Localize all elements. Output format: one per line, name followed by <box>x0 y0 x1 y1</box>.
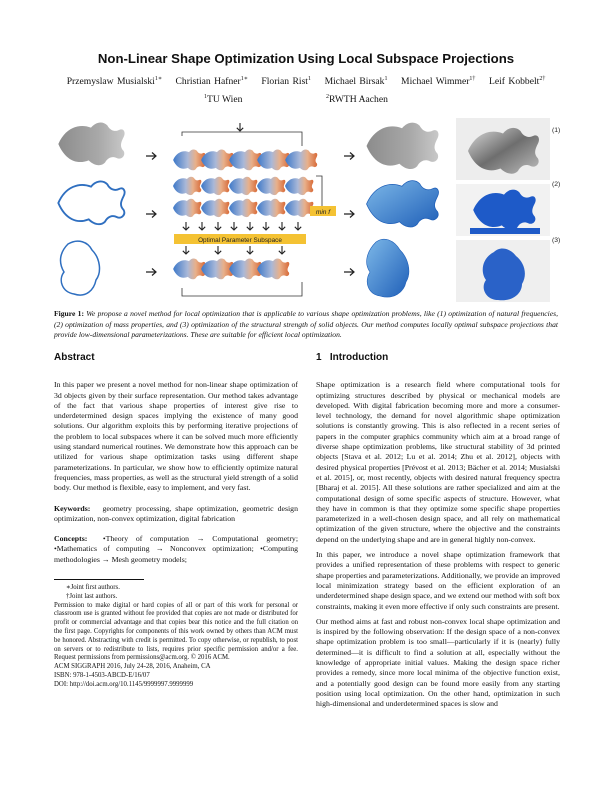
arrow-down-icon <box>183 222 189 230</box>
right-column <box>316 353 560 715</box>
abstract-text: In this paper we present a novel method for non-linear shape optimization of 3d objects given by their surface representation. Our method takes advantage of the fact that various shape properties of interest give rise to underdetermined design spaces implying the existence of many good solutions. Our algorithm exploits this by performing iterative projections of the problem to local subspaces where it can be solved much more efficiently using standard numerical routines. We demonstrate how this approach can be utilized for various shape optimization tasks using different shape parameterizations. In particular, we show how to efficiently optimize natural frequencies, mass properties, as well as the structural yield strength of a solid body. Our method is flexible, easy to implement, and very fast. <box>54 380 298 493</box>
arrow-down-icon <box>295 222 301 230</box>
arrow-down-icon <box>199 222 205 230</box>
row-label: (1) <box>552 127 561 134</box>
arrow-down-icon <box>231 222 237 230</box>
subspace-label: Optimal Parameter Subspace <box>198 237 282 244</box>
intro-paragraph: In this paper, we introduce a novel shape optimization framework that provides a unified representation of these problems with respect to generic shape properties and parameterizations. Additionally, we provide an improved local minimization strategy based on the efficient exploration of an underdetermined shape design space, and we extend our method with soft box constraints, making it even more effective if only such constraints are present. <box>316 550 560 611</box>
author: Florian Rist$^1$ <box>261 76 311 87</box>
footnotes <box>54 584 298 690</box>
author: Michael Wimmer$^{1\dagger}$ <box>401 76 476 87</box>
arrow-down-icon <box>183 246 189 254</box>
footnote: Permission to make digital or hard copies of all or part of this work for personal or classroom use is granted without fee provided that copies are not made or distributed for profit or commercial advantage and that copies bear this notice and the full citation on the first page. Copyrights for components of this work owned by others than ACM must be honored. Abstracting with credit is permitted. To copy otherwise, or republish, to post on servers or to redistribute to lists, requires prior specific permission and/or a fee. Request permissions from permissions@acm.org. © 2016 ACM. <box>54 601 298 662</box>
arrow-down-icon <box>247 246 253 254</box>
arrow-down-icon <box>237 123 243 131</box>
arrow-right-icon <box>146 153 156 160</box>
concepts: Concepts: •Theory of computation → Computational geometry; •Mathematics of computing → Nonconvex optimization; •Computing methodologies → Mesh geometry models; <box>54 534 298 564</box>
optimized-shape-row1 <box>367 123 439 169</box>
footnote: DOI: http://doi.acm.org/10.1145/9999997.9999999 <box>54 680 194 688</box>
arrow-right-icon <box>344 269 354 276</box>
footnote: ∗Joint first authors. <box>66 584 120 592</box>
photo-row2 <box>456 184 550 236</box>
deformation-grid <box>173 150 317 280</box>
teaser-figure <box>54 112 562 302</box>
author: Michael Birsak$^1$ <box>324 76 388 87</box>
arrow-right-icon <box>344 153 354 160</box>
left-column <box>54 353 298 690</box>
arrow-down-icon <box>279 222 285 230</box>
author: Christian Hafner$^{1∗}$ <box>175 76 248 87</box>
intro-paragraph: Shape optimization is a research field where computational tools for optimizing structures described by physical or mechanical models are developed. With digital fabrication becoming more and more a consumer-level technology, the demand for novel algorithmic shape optimization solutions is constantly growing. This is also reflected in a recent series of papers in the computer graphics community which aim at a broad range of diverse shape optimization problems, like structural stability of 3d printed objects [Stava et al. 2012; Lu et al. 2014; Zhu et al. 2012], objects with desired physical properties [Prévost et al. 2013; Bächer et al. 2014; Musialski et al. 2015], or, most recently, objects with desired natural frequency spectra [Bharaj et al. 2015]. All these solutions are rather specialized and aim at the computational design of some specific aspects of structure. However, what they have in common is that they optimize some specific shape properties parameterized in a well-chosen design space, and all rely on mathematical optimization of the given structure, where the objective and the constraints depend on the underlying shape and are in general highly non-convex. <box>316 380 560 544</box>
figure-caption <box>54 309 558 341</box>
paper-title: Non-Linear Shape Optimization Using Local Subspace Projections <box>97 51 515 66</box>
affiliation: $^1$TU Wien <box>204 94 243 105</box>
arrow-down-icon <box>263 222 269 230</box>
footnote: †Joint last authors. <box>66 592 118 600</box>
footnote: ISBN: 978-1-4503-ABCD-E/16/07 <box>54 672 150 680</box>
arrow-down-icon <box>215 222 221 230</box>
arrow-down-icon <box>279 246 285 254</box>
introduction-heading: 1 Introduction <box>316 352 389 363</box>
footnote-rule <box>54 579 144 580</box>
author-list <box>0 75 612 87</box>
input-outline-row3 <box>61 241 100 295</box>
caption-text: We propose a novel method for local optimization that is applicable to various shape optimization problems, like (1) optimization of natural frequencies, (2) optimization of mass properties, and (3) optimization of the structural strength of solid objects. Our method computes locally optimal subspace projections that provide low-dimensional parameterizations. These are suitable for efficient local optimization. <box>54 309 558 340</box>
photo-row3 <box>456 240 550 302</box>
row-label: (3) <box>552 237 561 244</box>
optimized-shape-row2 <box>367 181 439 227</box>
arrow-down-icon <box>215 246 221 254</box>
arrow-down-icon <box>247 222 253 230</box>
input-shape-row1 <box>58 122 124 165</box>
abstract-heading: Abstract <box>54 352 95 363</box>
caption-label: Figure 1: <box>54 309 84 318</box>
arrow-right-icon <box>146 211 156 218</box>
intro-paragraph: Our method aims at fast and robust non-convex local shape optimization and is inspired by the following observation: If the design space of a non-convex shape optimization problem is too small—particularly if it is (nearly) fully determined—it is difficult to find a solution at all, especially without the knowledge of appropriate initial values. Making the design space richer provides a remedy, since more local minima of the objective function exist, and a potentially good design can be found more easily from any starting position using local optimization. On the other hand, optimization in such high-dimensional and underdetermined spaces is slow and <box>316 616 560 709</box>
keywords: Keywords: geometry processing, shape optimization, geometric design optimization, non-convex optimization, digital fabrication <box>54 503 298 523</box>
arrow-right-icon <box>146 269 156 276</box>
footnote: ACM SIGGRAPH 2016, July 24-28, 2016, Anaheim, CA <box>54 663 211 671</box>
affiliation: $^2$RWTH Aachen <box>326 94 388 105</box>
row-label: (2) <box>552 181 561 188</box>
author: Leif Kobbelt$^{2\dagger}$ <box>489 76 546 87</box>
min-f-label: min f <box>315 209 331 216</box>
photo-row1 <box>456 118 550 180</box>
optimized-shape-row3 <box>367 239 409 297</box>
author: Przemyslaw Musialski$^{1∗}$ <box>66 76 162 87</box>
input-outline-row2 <box>58 181 124 224</box>
arrow-right-icon <box>344 211 354 218</box>
